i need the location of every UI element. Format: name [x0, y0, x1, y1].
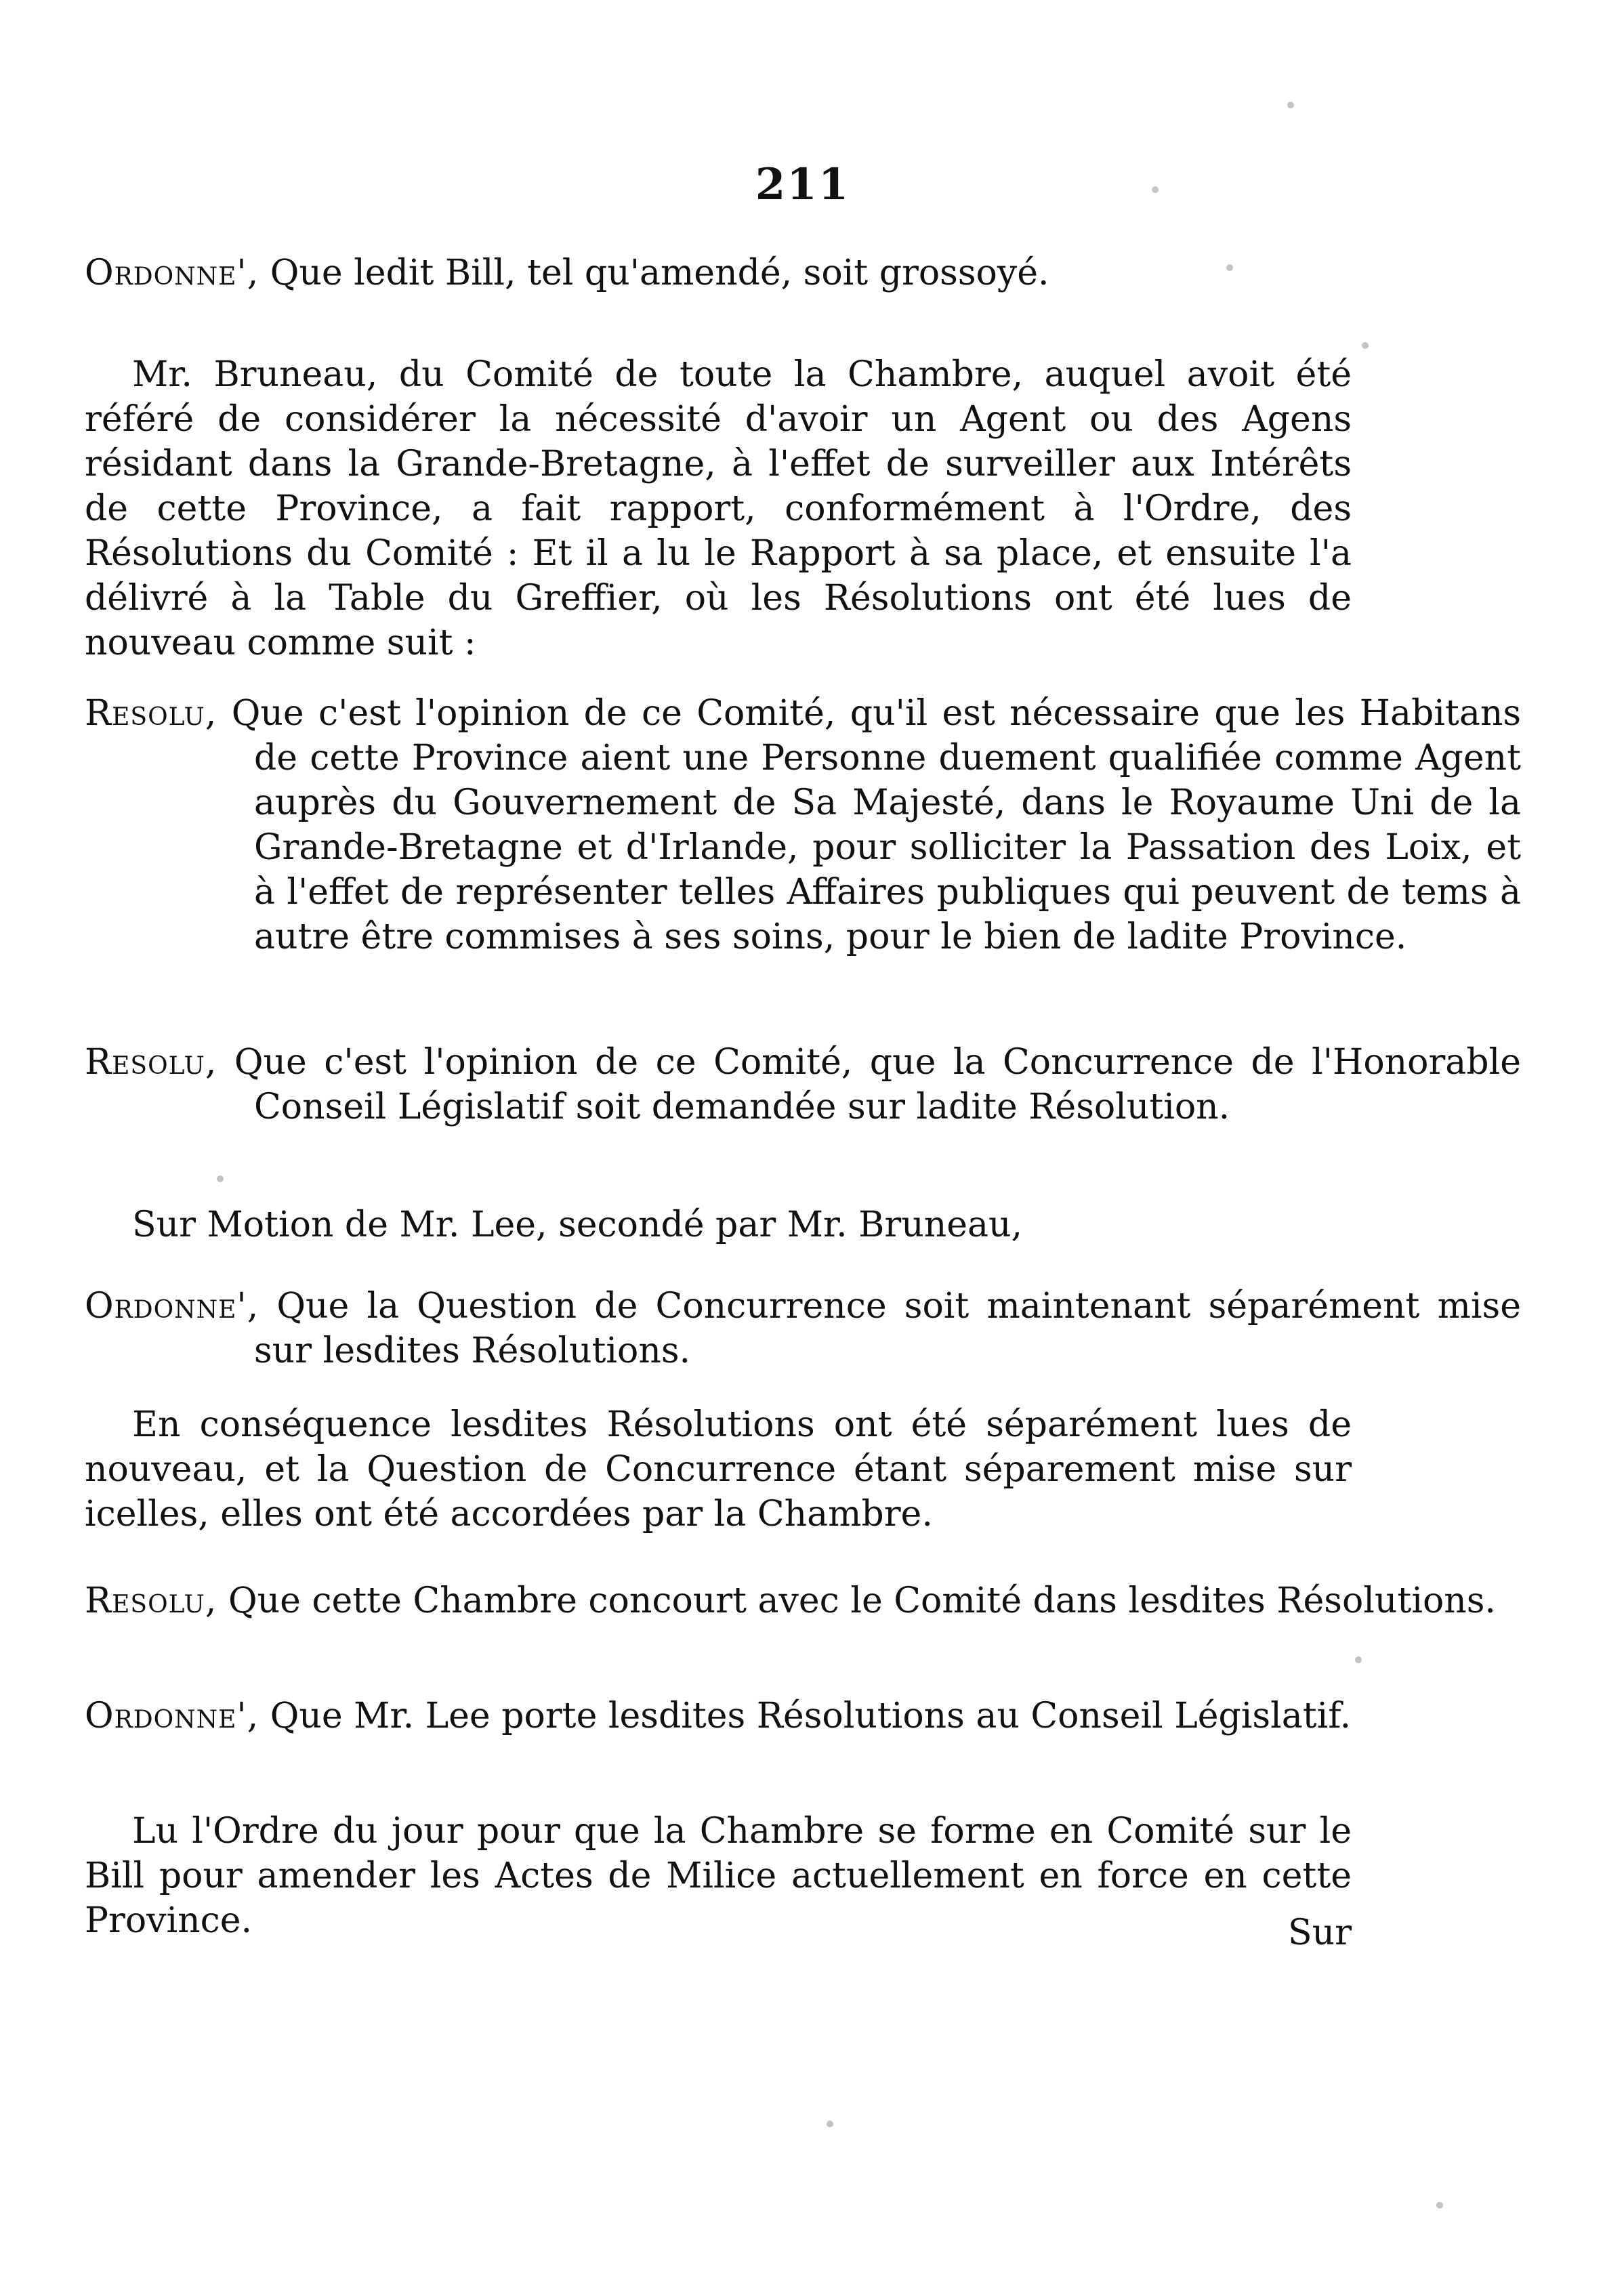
ink-speck [217, 1175, 224, 1182]
paragraph-resolu-chambre [85, 1579, 1521, 1623]
paragraph-lead: Ordonne', [85, 1696, 259, 1736]
paragraph-lead: Resolu, [85, 1042, 217, 1083]
paragraph-text: Que c'est l'opinion de ce Comité, que la Concurrence de l'Honorable Conseil Législatif soit demandée sur ladite Résolution. [234, 1042, 1522, 1127]
paragraph-text: Lu l'Ordre du jour pour que la Chambre se forme en Comité sur le Bill pour amender les Actes de Milice actuellement en force en cette Province. [85, 1811, 1352, 1941]
ink-speck [1152, 186, 1159, 193]
paragraph-lead: Ordonne', [85, 253, 259, 293]
paragraph-resolu-concurrence [85, 1040, 1521, 1129]
page-number: 211 [755, 159, 850, 210]
paragraph-text: Sur Motion de Mr. Lee, secondé par Mr. Bruneau, [132, 1205, 1023, 1245]
paragraph-lead: Resolu, [85, 693, 217, 734]
catchword: Sur [1288, 1913, 1352, 1953]
paragraph-text: Que c'est l'opinion de ce Comité, qu'il est nécessaire que les Habitans de cette Province aient une Personne duement qualifiée comme Agent auprès du Gouvernement de Sa Majesté, dans le Royaume Uni de la Grande-Bretagne et d'Irlande, pour solliciter la Passation des Loix, et à l'effet de représenter telles Affaires publiques qui peuvent de tems à autre être commises à ses soins, pour le bien de ladite Province. [231, 693, 1522, 957]
paragraph-sur-motion [85, 1203, 1352, 1247]
ink-speck [1226, 264, 1233, 271]
paragraph-lead: Resolu, [85, 1581, 217, 1621]
paragraph-resolu-agent [85, 691, 1521, 959]
paragraph-ordonne-grossoye [85, 251, 1352, 295]
ink-speck [1355, 1656, 1362, 1663]
ink-speck [1287, 102, 1294, 108]
paragraph-lead: Ordonne', [85, 1286, 259, 1327]
paragraph-text: Que Mr. Lee porte lesdites Résolutions au Conseil Législatif. [270, 1696, 1352, 1736]
paragraph-text: En conséquence lesdites Résolutions ont été séparément lues de nouveau, et la Question de Concurrence étant séparement mise sur icelles, elles ont été accordées par la Chambre. [85, 1404, 1352, 1535]
paragraph-text: Que la Question de Concurrence soit maintenant séparément mise sur lesdites Résolutions. [254, 1286, 1522, 1371]
ink-speck [827, 2121, 833, 2127]
paragraph-text: Que cette Chambre concourt avec le Comité dans lesdites Résolutions. [228, 1581, 1496, 1621]
paragraph-ordonne-porte [85, 1694, 1521, 1738]
paragraph-rapport-bruneau [85, 352, 1352, 665]
paragraph-en-consequence [85, 1402, 1352, 1537]
paragraph-text: Que ledit Bill, tel qu'amendé, soit grossoyé. [270, 253, 1049, 293]
ink-speck [1362, 342, 1369, 349]
paragraph-ordonne-question [85, 1284, 1521, 1373]
ink-speck [1436, 2202, 1443, 2209]
paragraph-text: Mr. Bruneau, du Comité de toute la Chambre, auquel avoit été référé de considérer la nécessité d'avoir un Agent ou des Agens résidant dans la Grande-Bretagne, à l'effet de surveiller aux Intérêts de cette Province, a fait rapport, conformément à l'Ordre, des Résolutions du Comité : Et il a lu le Rapport à sa place, et ensuite l'a délivré à la Table du Greffier, où les Résolutions ont été lues de nouveau comme suit : [85, 354, 1352, 663]
